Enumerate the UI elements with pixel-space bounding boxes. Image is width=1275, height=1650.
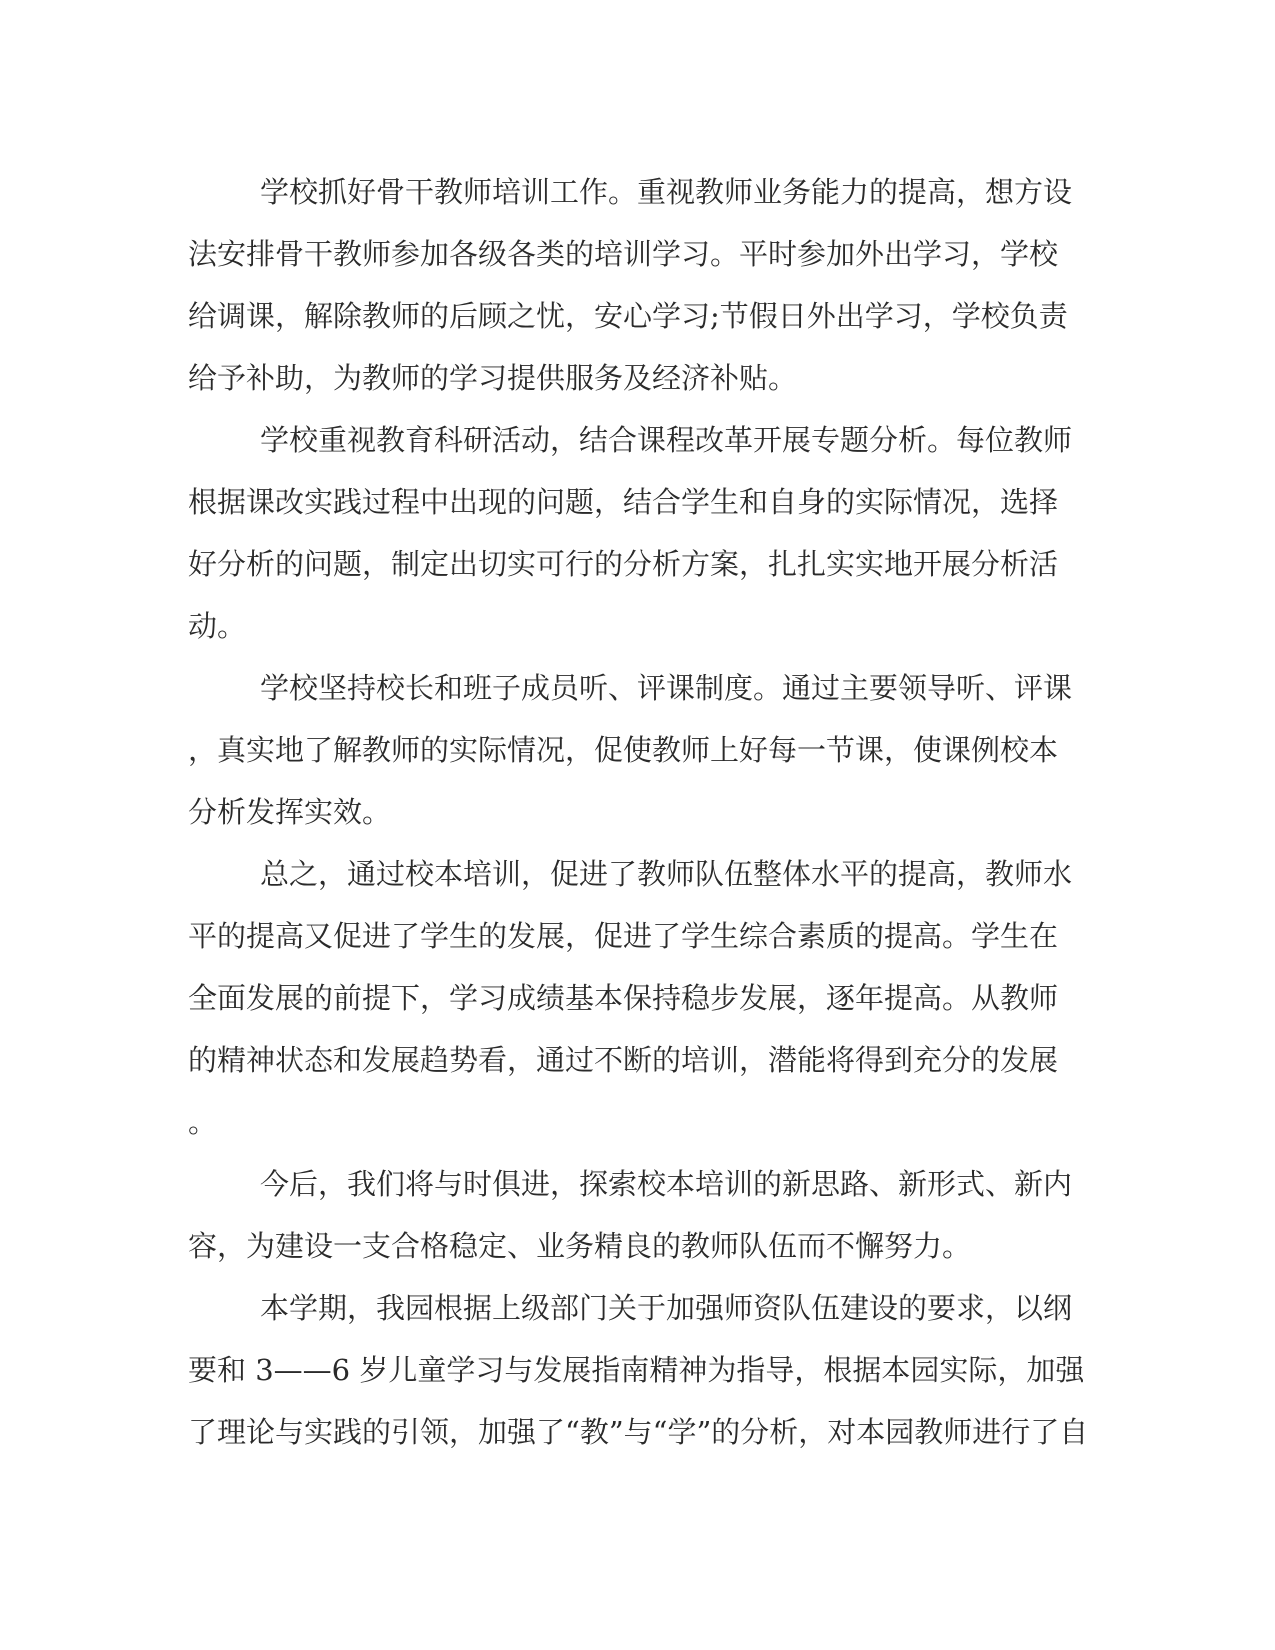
document-body bbox=[188, 161, 1088, 1463]
paragraph-3-line-1: 学校坚持校长和班子成员听、评课制度。通过主要领导听、评课 bbox=[260, 671, 1073, 705]
paragraph-2-line-4: 动。 bbox=[188, 609, 247, 643]
paragraph-4-line-3: 全面发展的前提下，学习成绩基本保持稳步发展，逐年提高。从教师 bbox=[188, 981, 1059, 1015]
paragraph-2-line-3: 好分析的问题，制定出切实可行的分析方案，扎扎实实地开展分析活 bbox=[188, 547, 1059, 581]
paragraph-5-line-2: 容，为建设一支合格稳定、业务精良的教师队伍而不懈努力。 bbox=[188, 1229, 972, 1263]
paragraph-6-line-2: 要和 3——6 岁儿童学习与发展指南精神为指导，根据本园实际，加强 bbox=[188, 1353, 1085, 1387]
paragraph-1-line-1: 学校抓好骨干教师培训工作。重视教师业务能力的提高，想方设 bbox=[260, 175, 1073, 209]
paragraph-6-line-3: 了理论与实践的引领，加强了“教”与“学”的分析，对本园教师进行了自 bbox=[188, 1415, 1089, 1449]
paragraph-6-line-1: 本学期，我园根据上级部门关于加强师资队伍建设的要求，以纲 bbox=[260, 1291, 1073, 1325]
paragraph-3-line-3: 分析发挥实效。 bbox=[188, 795, 392, 829]
paragraph-4-line-4: 的精神状态和发展趋势看，通过不断的培训，潜能将得到充分的发展 bbox=[188, 1043, 1059, 1077]
paragraph-1-line-4: 给予补助，为教师的学习提供服务及经济补贴。 bbox=[188, 361, 798, 395]
paragraph-4-line-2: 平的提高又促进了学生的发展，促进了学生综合素质的提高。学生在 bbox=[188, 919, 1059, 953]
paragraph-1-line-3: 给调课，解除教师的后顾之忧，安心学习;节假日外出学习，学校负责 bbox=[188, 299, 1068, 333]
paragraph-3-line-2: ，真实地了解教师的实际情况，促使教师上好每一节课，使课例校本 bbox=[188, 733, 1059, 767]
paragraph-5-line-1: 今后，我们将与时俱进，探索校本培训的新思路、新形式、新内 bbox=[260, 1167, 1073, 1201]
paragraph-2-line-1: 学校重视教育科研活动，结合课程改革开展专题分析。每位教师 bbox=[260, 423, 1073, 457]
paragraph-1-line-2: 法安排骨干教师参加各级各类的培训学习。平时参加外出学习，学校 bbox=[188, 237, 1059, 271]
paragraph-4-line-1: 总之，通过校本培训，促进了教师队伍整体水平的提高，教师水 bbox=[260, 857, 1073, 891]
paragraph-2-line-2: 根据课改实践过程中出现的问题，结合学生和自身的实际情况，选择 bbox=[188, 485, 1059, 519]
paragraph-4-line-5: 。 bbox=[188, 1105, 218, 1139]
